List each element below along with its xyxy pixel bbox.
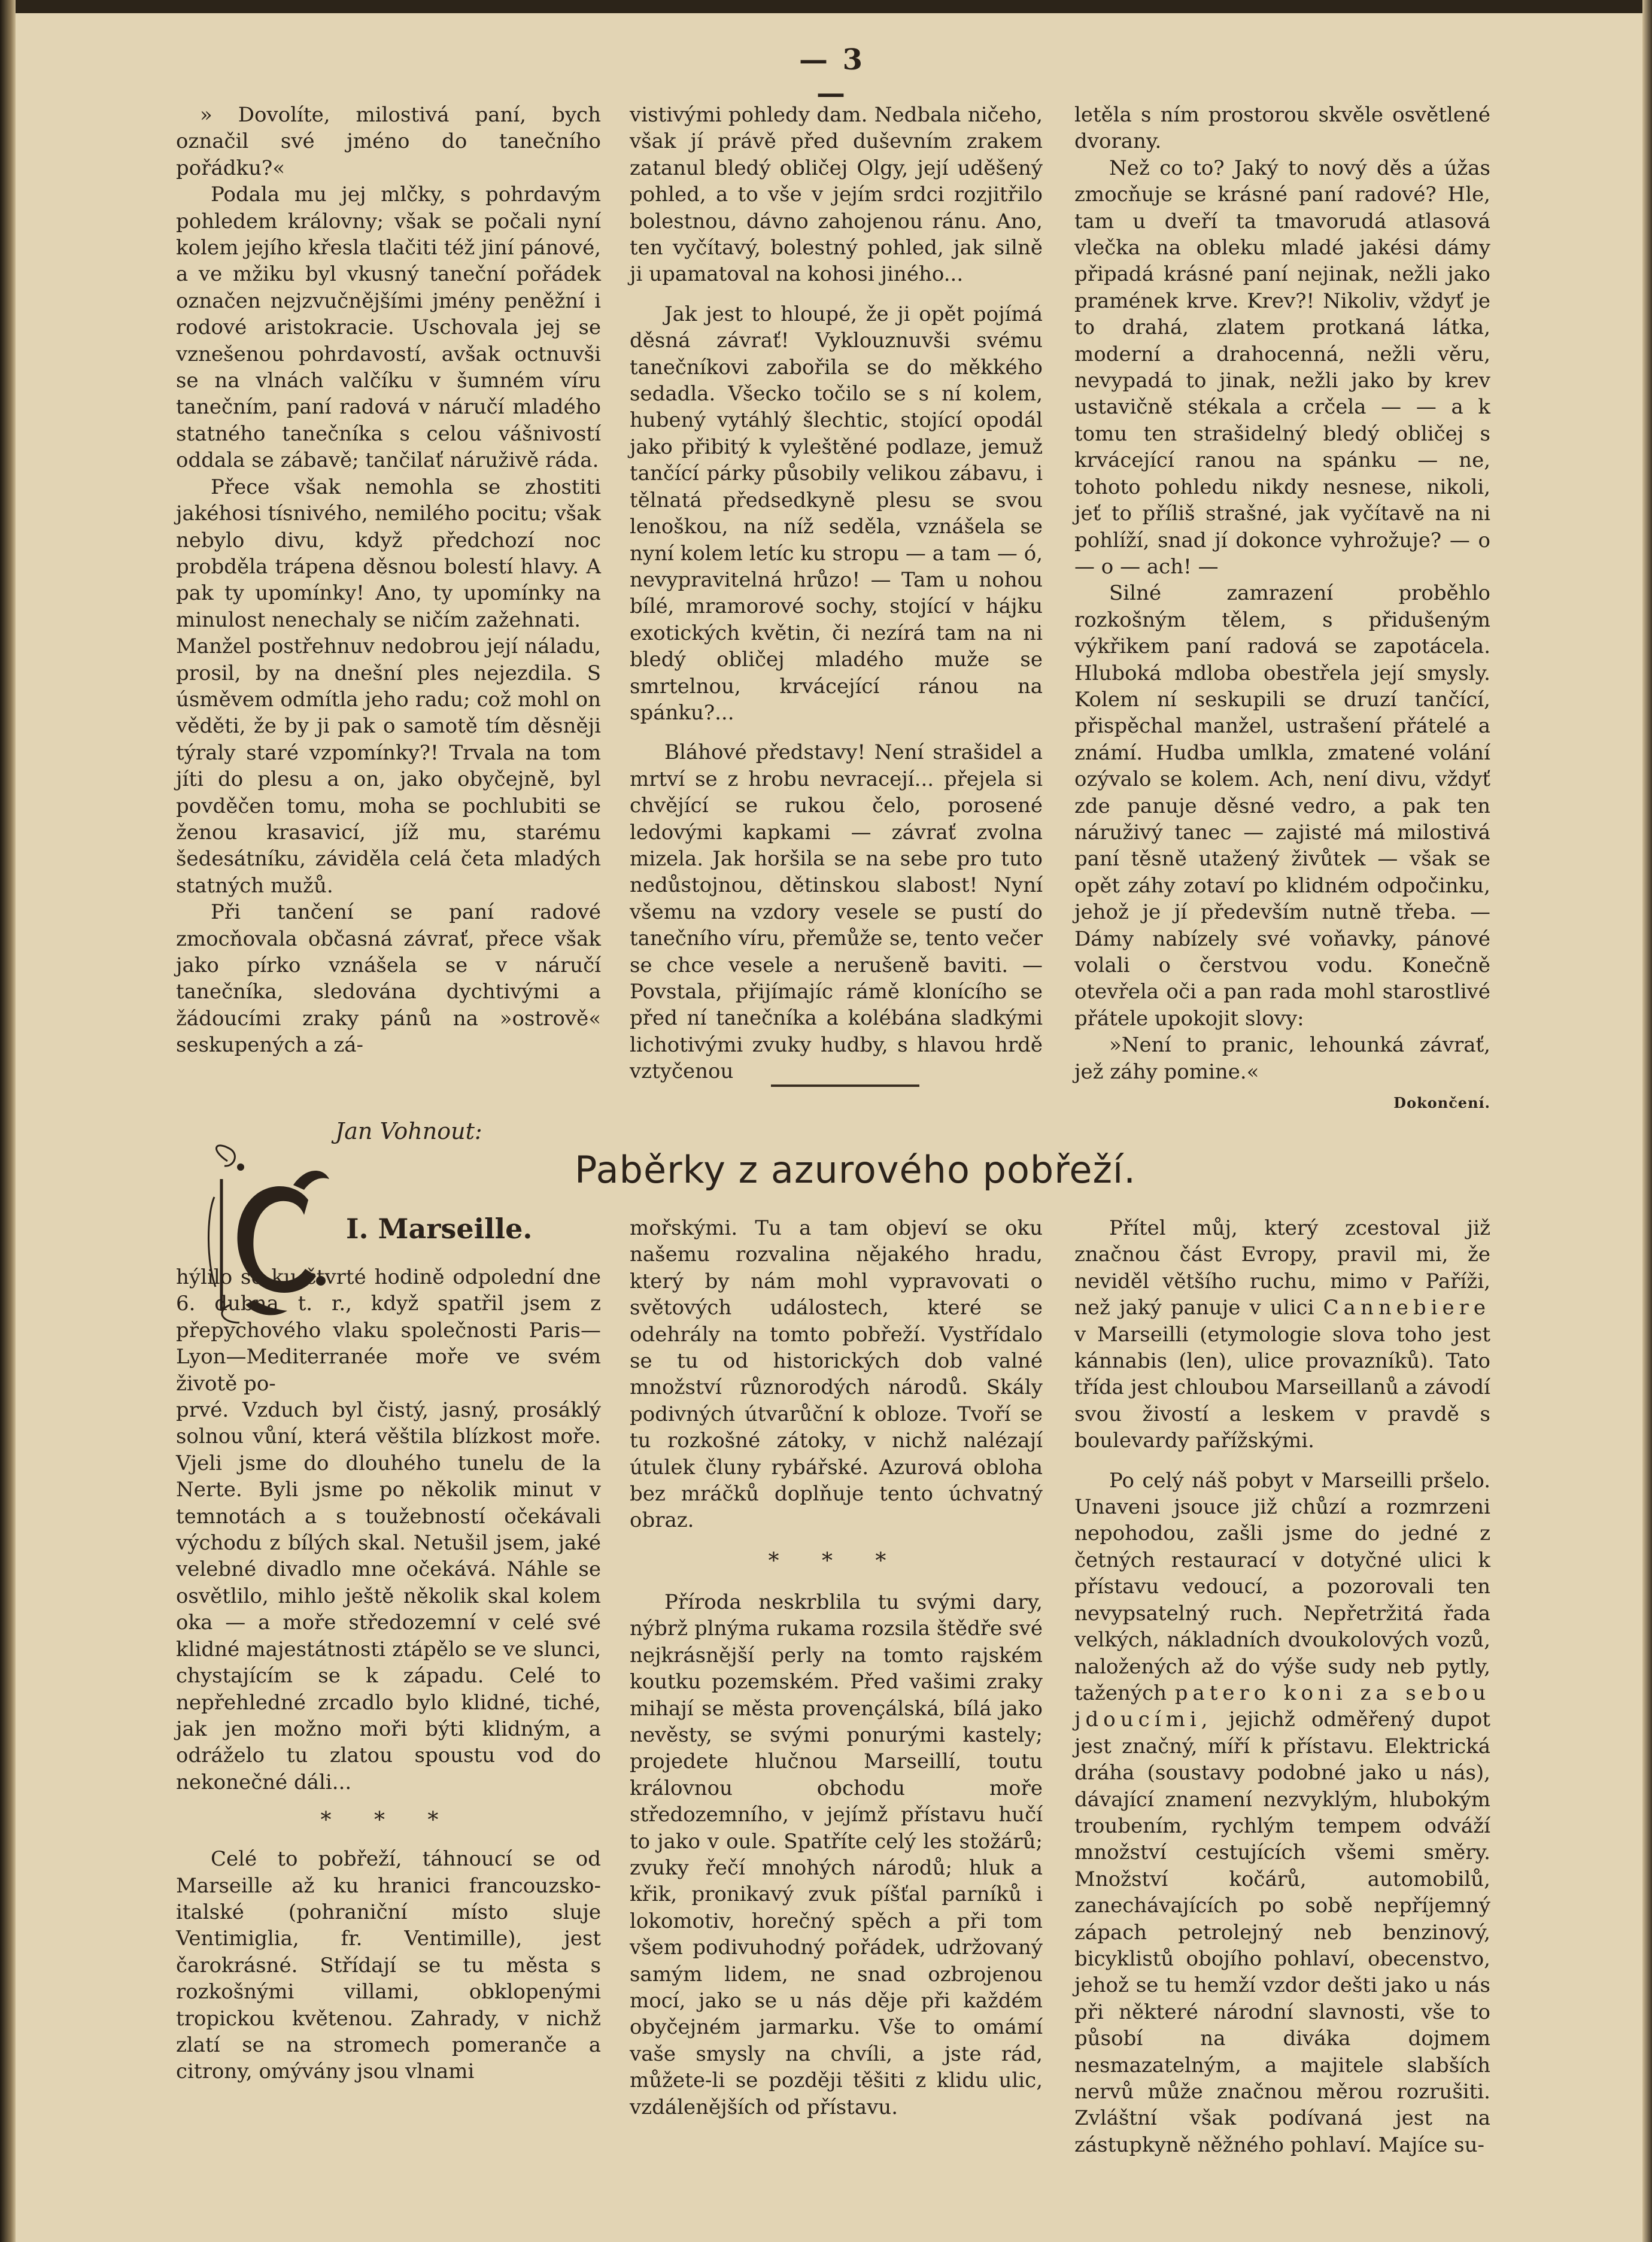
ornament-leaf	[293, 1171, 329, 1190]
story-column-1	[176, 102, 601, 1059]
paragraph: vistivými pohledy dam. Nedbala ničeho, však jí právě před duševním zrakem zatanul bledý obličej Olgy, její uděšený pohled, a to vše v jejím srdci rozjitřilo bolestnou, dávno zahojenou ránu. Ano, ten vyčítavý, bolestný pohled, jak silně ji upamatoval na kohosi jiného...	[630, 103, 1043, 287]
paragraph: Silné zamrazení proběhlo rozkošným tělem, s přidušeným výkřikem paní radová se zapotácela. Hluboká mdloba obestřela její smysly. Kolem ní seskupili se druzí tančící, přispěchal manžel, ustrašení přátelé a známí. Hudba umlkla, zmatené volání ozývalo se kolem. Ach, není divu, vždyť zde panuje děsné vedro, a pak ten náruživý tanec — zajisté má milostivá paní těsně utažený živůtek — však se opět záhy zotaví po klidném odpočinku, jehož je jí především nutně třeba. — Dámy nabízely své voňavky, pánové volali o čerstvou vodu. Konečně otevřela oči a pan rada mohl starostlivé přátele upokojit slovy:	[1074, 581, 1490, 1031]
paragraph	[1074, 1215, 1490, 1454]
paragraph: Bláhové představy! Není strašidel a mrtví se z hrobu nevracejí... přejela si chvějící se rukou čelo, porosené ledovými kapkami — závrať zvolna mizela. Jak horšila se na sebe pro tuto nedůstojnou, dětinskou slabost! Nyní všemu na vzdory vesele se pustí do tanečního víru, přemůže se, tento večer se chce vesele a nerušeně baviti. — Povstala, přijímajíc rámě klonícího se před ní tanečníka a kolébána sladkými lichotivými zvuky hudby, s hlavou hrdě vztyčenou	[630, 740, 1043, 1084]
paragraph: Celé to pobřeží, táhnoucí se od Marseille až ku hranici francouzsko-italské (pohraniční místo sluje Ventimiglia, fr. Ventimille), jest čarokrásné. Střídají se tu města s rozkošnými villami, obklopenými tropickou květenou. Zahrady, v nichž zlatí se na stromech pomeranče a citrony, omývány jsou vlnami	[176, 1847, 601, 2084]
text-run: jejichž odměřený dupot jest značný, míří k přístavu. Elektrická dráha (soustavy podobné jako u nás), dávající znamení nezvyklým, hlubokým troubením, rychlým tempem odváží množství cestujících všemi směry. Množství kočárů, automobilů, zanechávajících po sobě nepříjemný zápach petrolejný neb benzinový, bicyklistů obojího pohlaví, obecenstvo, jehož se tu hemží vzdor dešti jako u nás při některé národní slavnosti, vše to působí na diváka dojmem nesmazatelným, a majitele slabších nervů může značnou měrou rozrušiti. Zvláštní však podívaná jest na zástupkyně něžného pohlaví. Majíce su-	[1074, 1708, 1490, 2157]
binding-spine	[0, 0, 16, 2242]
paragraph: Podala mu jej mlčky, s pohrdavým pohledem královny; však se počali nyní kolem jejího křesla tlačiti též jiní pánové, a ve mžiku byl vkusný taneční pořádek označen nejzvučnějšími jmény peněžní i rodové aristokracie. Uschovala jej se vznešenou pohrdavostí, avšak octnuvši se na vlnách valčíku v šumném víru tanečním, paní radová v náručí mladého statného tanečníka s celou vášnivostí oddala se zábavě; tančilať náruživě ráda.	[176, 183, 601, 473]
street-name: Cannebiere	[1323, 1296, 1490, 1320]
paragraph: Při tančení se paní radové zmocňovala občasná závrať, přece však jako pírko vznášela se v náručí tanečníka, sledována dychtivými a žádoucími zraky pánů na »ostrově« seskupených a zá-	[176, 900, 601, 1058]
paragraph: Jak jest to hloupé, že ji opět pojímá děsná závrať! Vyklouznuvši svému tanečníkovi zabořila se do měkkého sedadla. Všecko točilo se s ní kolem, hubený vytáhlý šlechtic, stojící opodál jako přibitý k vyleštěné podlaze, jemuž tančící párky působily velikou zábavu, i tělnatá předsedkyně plesu se svou lenoškou, na níž seděla, vznášela se nyní kolem letíc ku stropu — a tam — ó, nevypravitelná hrůzo! — Tam u nohou bílé, mramorové sochy, stojící v hájku exotických květin, či nezírá tam na ni bledý obličej mladého muže se smrtelnou, krvácející ránou na spánku?...	[630, 302, 1043, 725]
article-column-3	[1074, 1215, 1490, 2158]
story-column-2	[630, 102, 1043, 1085]
paragraph: hýlilo se ku čtvrté hodině odpolední dne 6. dubna t. r., když spatřil jsem z přepychového vlaku společnosti Paris—Lyon—Mediterranée moře ve svém životě po-	[176, 1265, 601, 1396]
section-stars: * * *	[320, 1808, 457, 1833]
spaced-phrase: patero koni za sebou jdoucími,	[1074, 1681, 1490, 1732]
paragraph: » Dovolíte, milostivá paní, bych označil své jméno do tanečního pořádku?«	[176, 103, 601, 180]
article-column-1	[176, 1208, 601, 2085]
paragraph: Manžel postřehnuv nedobrou její náladu, prosil, by na dnešní ples nejezdila. S úsměvem odmítla jeho radu; což mohl on věděti, že by ji pak o samotě tím děsněji týraly staré vzpomínky?! Trvala na tom jíti do plesu a on, jako obyčejně, byl povděčen tomu, moha se pochlubiti se ženou krasavicí, jíž mu, starému šedesátníku, záviděla celá četa mladých statných mužů.	[176, 634, 601, 898]
paragraph	[1074, 1468, 1490, 2159]
flourish-scroll	[216, 1146, 235, 1166]
paragraph: letěla s ním prostorou skvěle osvětlené dvorany.	[1074, 103, 1490, 154]
text-run: Po celý náš pobyt v Marseilli pršelo. Unaveni jsouce již chůzí a rozmrzeni nepohodou, zašli jsme do jedné z četných restaurací v dotyčné ulici k přístavu vedoucí, a pozorovali ten nevypsatelný ruch. Nepřetržitá řada velkých, nákladních dvoukolových vozů, naložených až do výše sudy neb pytly, tažených	[1074, 1468, 1490, 1705]
paragraph: Přece však nemohla se zhostiti jakéhosi tísnivého, nemilého pocitu; však nebylo divu, když předchozí noc probděla trápena děsnou bolestí hlavy. A pak ty upomínky! Ano, ty upomínky na minulost nenechaly se ničím zažehnati.	[176, 475, 601, 632]
paragraph: Než co to? Jaký to nový děs a úžas zmocňuje se krásné paní radové? Hle, tam u dveří ta tmavorudá atlasová vlečka na obleku mladé jakési dámy připadá krásné paní nejinak, nežli jako pramének krve. Krev?! Nikoliv, vždyť je to drahá, zlatem protkaná látka, moderní a drahocenná, nežli věru, nevypadá to jinak, nežli jako by krev ustavičně stékala a crčela — — a k tomu ten strašidelný bledý obličej s krvácející ranou na spánku — ne, tohoto pohledu nikdy nesnese, nikoli, jeť to příliš strašné, jak vyčítavě na ni pohlíží, snad jí dokonce vyhrožuje? — o — o — ach! —	[1074, 156, 1490, 579]
paragraph: mořskými. Tu a tam objeví se oku našemu rozvalina nějakého hradu, který by nám mohl vypravovati o světových událostech, které se odehrály na tomto pobřeží. Vystřídalo se tu od historických dob valné množství různorodých národů. Skály podivných útvarůční k obloze. Tvoří se tu rozkošné zátoky, v nichž nalézají útulek čluny rybářské. Azurová obloha bez mráčků doplňuje tento úchvatný obraz.	[630, 1216, 1043, 1533]
article-column-2	[630, 1215, 1043, 2121]
paragraph: Příroda neskrblila tu svými dary, nýbrž plnýma rukama rozsila štědře své nejkrásnější perly na tomto rajském koutku pozemském. Před vašimi zraky mihají se města provençálská, bílá jako nevěsty, se svými ponurými kastely; projedete hlučnou Marseillí, toutu královnou obchodu moře středozemního, v jejímž přístavu hučí to jako v oule. Spatříte celý les stožárů; zvuky řečí mnohých národů; hluk a křik, pronikavý zvuk píšťal parníků i lokomotiv, horečný spěch a při tom všem podivuhodný pořádek, udržovaný samým lidem, ne snad ozbrojenou mocí, jako se u nás děje při každém obyčejném jarmarku. Vše to omámí vaše smysly na chvíli, a jste rád, můžete-li se později těšiti z klidu ulic, vzdálenějších od přístavu.	[630, 1590, 1043, 2119]
paragraph: prvé. Vzduch byl čistý, jasný, prosáklý solnou vůní, která věštila blízkost moře. Vjeli jsme do dlouhého tunelu de la Nerte. Byli jsme po několik minut v temnotách a s toužebností očekávali východu z bílých skal. Netušil jsem, jaké velebné divadlo mne očekává. Náhle se osvětlilo, mihlo ještě několik skal kolem oka — a moře středozemní v celé své klidné majestátnosti ztápělo se ve slunci, chystajícím se k západu. Celé to nepřehledné zrcadlo bylo klidné, tiché, jak jen možno moři býti klidným, a odráželo tu zlatou spoustu vod do nekonečné dáli...	[176, 1398, 601, 1794]
text-run: v Marseilli (etymologie slova toho jest kánnabis (len), ulice provazníků). Tato třída jest chloubou Marseillanů a závodí svou živostí a leskem v pravdě s boulevardy pařížskými.	[1074, 1322, 1490, 1453]
section-divider	[771, 1084, 919, 1087]
ornament-dot	[237, 1163, 244, 1171]
section-stars: * * *	[768, 1548, 904, 1573]
paragraph: »Není to pranic, lehounká závrať, jež záhy pomine.«	[1074, 1033, 1490, 1084]
scan-top-border	[0, 0, 1652, 13]
story-column-3	[1074, 102, 1490, 1116]
article-title: Paběrky z azurového pobřeží.	[575, 1148, 1136, 1192]
page-edge	[1642, 0, 1652, 2242]
page-number: — 3 —	[798, 43, 866, 110]
to-be-concluded-note: Dokončení.	[1393, 1094, 1490, 1112]
text-run: Přítel můj, který zcestoval již značnou část Evropy, pravil mi, že neviděl většího ruchu, mimo v Paříži, než jaký panuje v ulici	[1074, 1216, 1490, 1320]
section-title: I. Marseille.	[346, 1213, 533, 1245]
article-author: Jan Vohnout:	[335, 1118, 482, 1144]
